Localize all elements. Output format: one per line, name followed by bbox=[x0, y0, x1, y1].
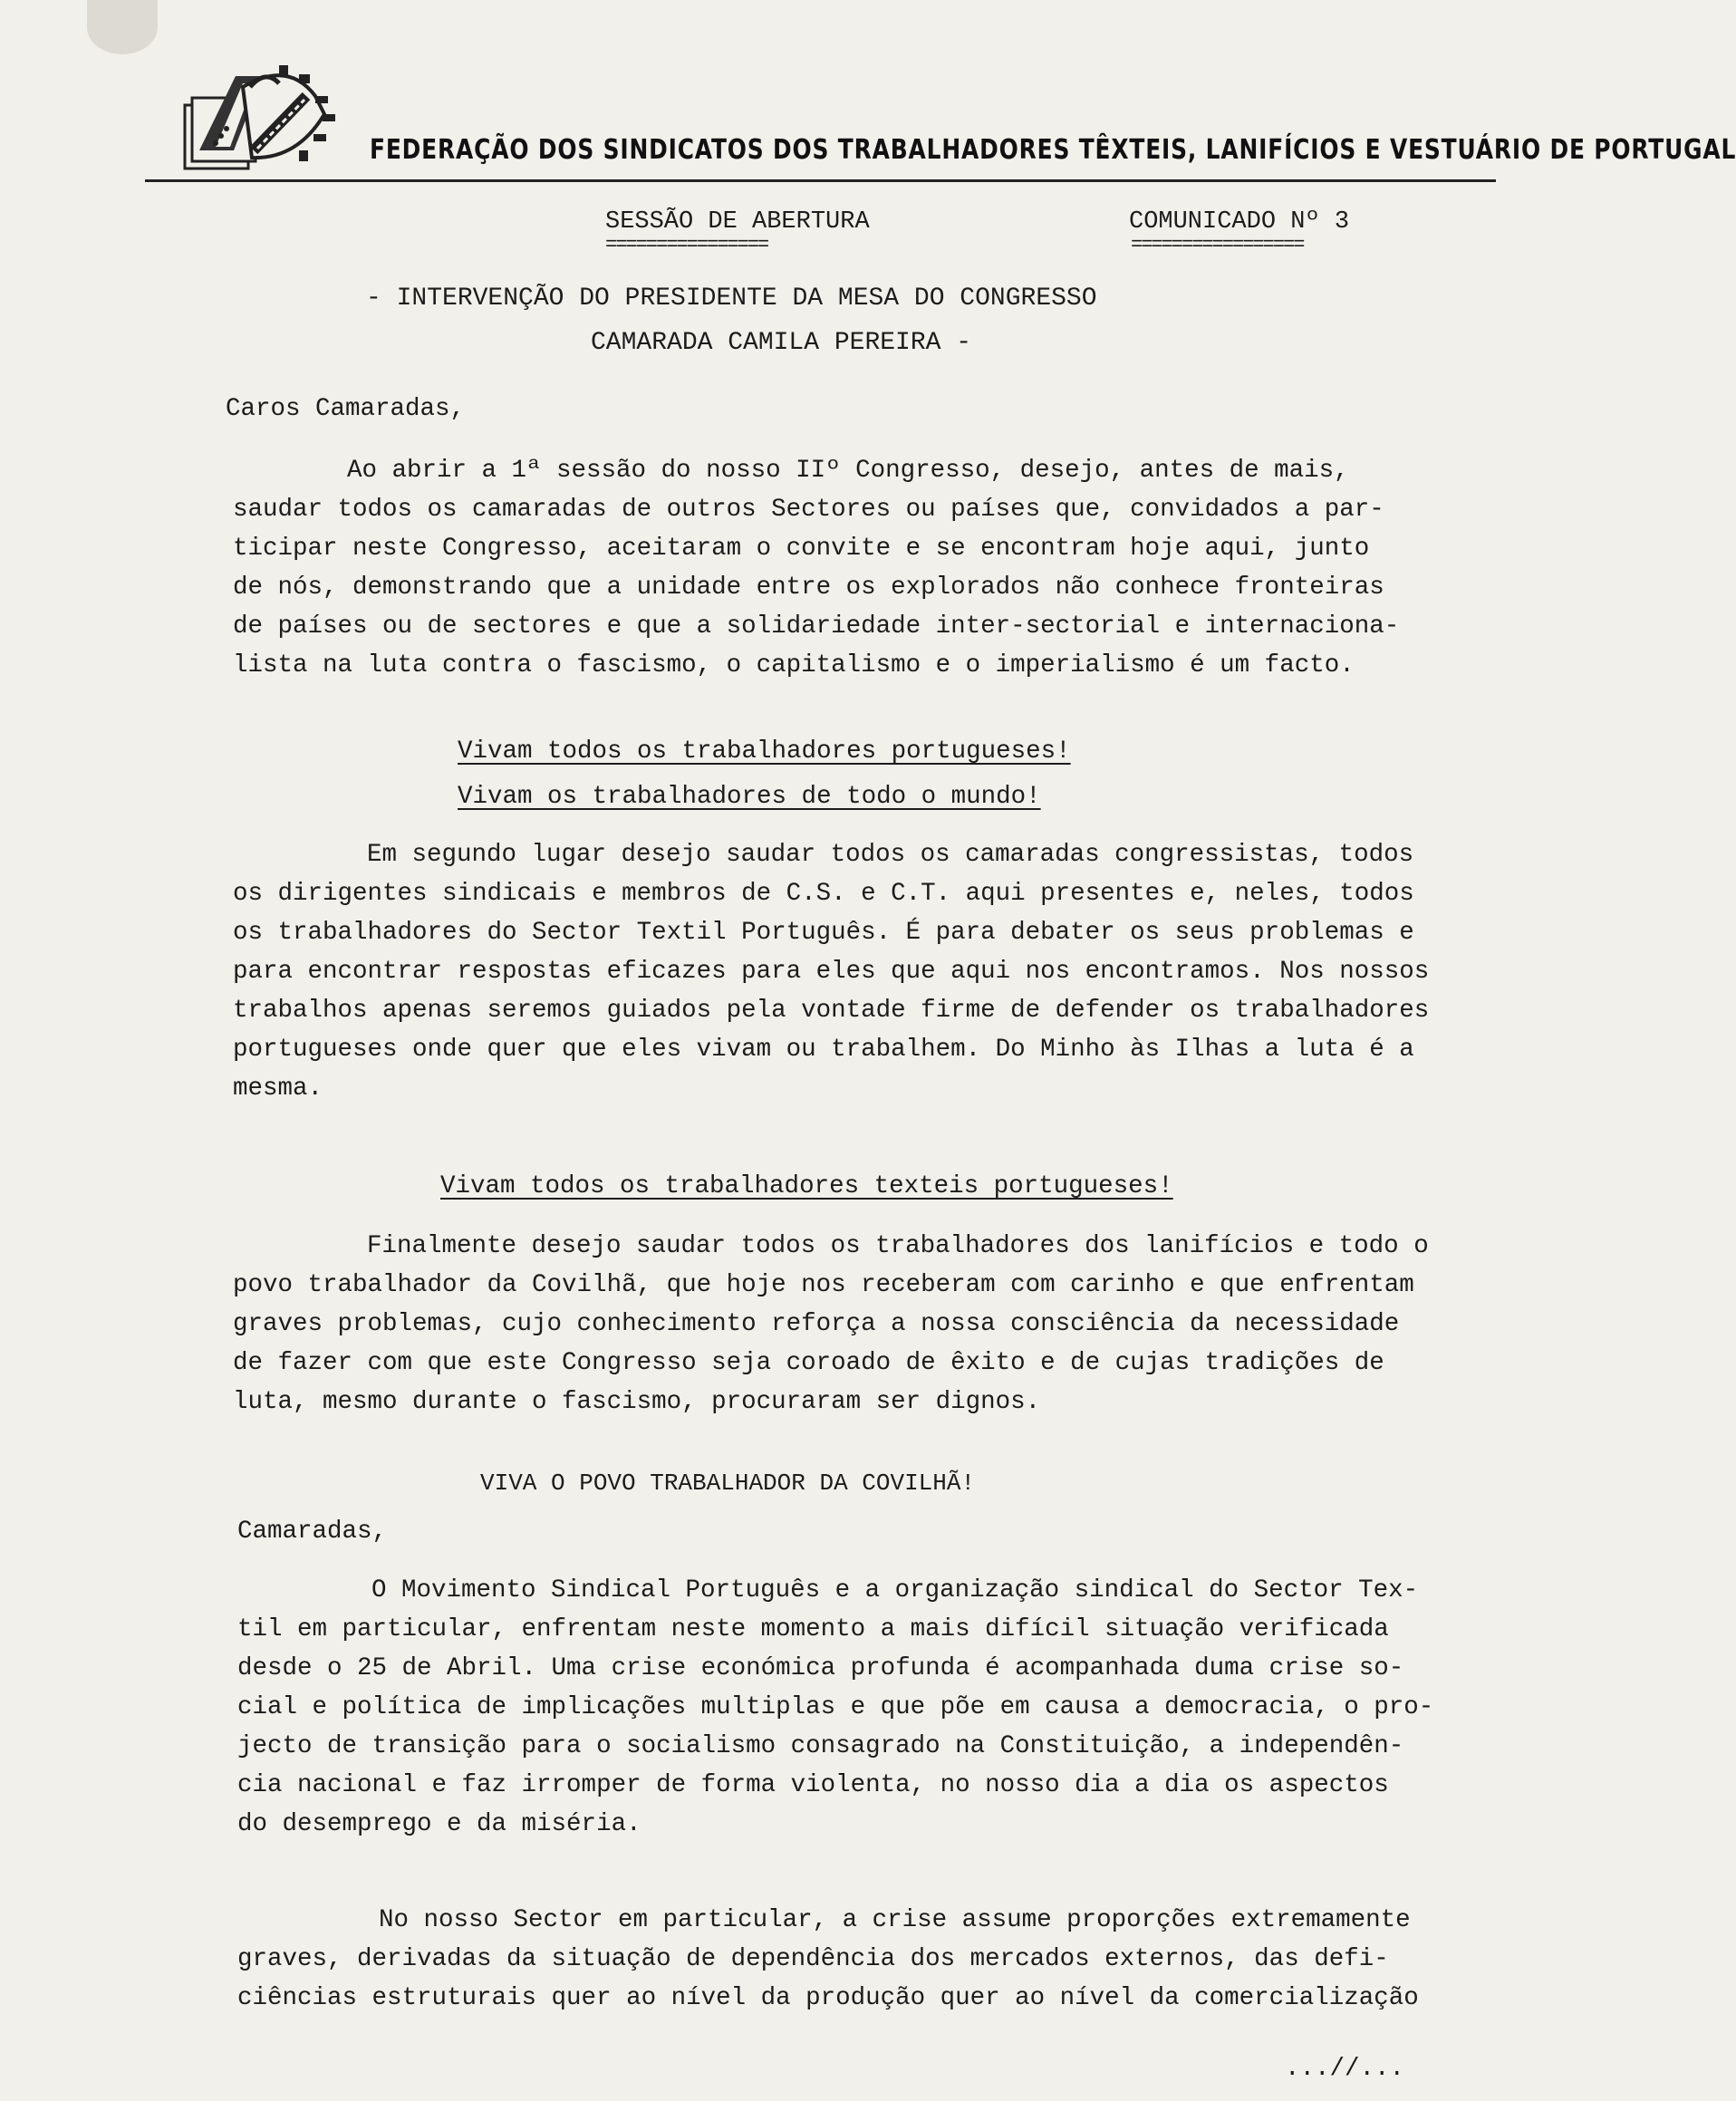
slogan-3: Vivam todos os trabalhadores texteis portugueses! bbox=[440, 1172, 1173, 1200]
session-double-underline: ================ bbox=[605, 234, 768, 256]
slogan-2: Vivam os trabalhadores de todo o mundo! bbox=[458, 783, 1041, 811]
paragraph-4 bbox=[237, 1571, 1451, 1844]
speaker-name: CAMARADA CAMILA PEREIRA - bbox=[591, 329, 972, 357]
paragraph-2-text: Em segundo lugar desejo saudar todos os camaradas congressistas, todos os dirigentes sindicais e membros de C.S. e C.T. aqui presentes e, neles, todos os trabalhadores do Sector Textil Português. É para debater os seus problemas e para encontrar respostas eficazes para eles que aqui nos encontramos. Nos nossos trabalhos apenas seremos guiados pela vontade firme de defender os trabalhadores portugueses onde quer que eles vivam ou trabalhem. Do Minho às Ilhas a luta é a mesma. bbox=[233, 841, 1430, 1103]
organization-name: FEDERAÇÃO DOS SINDICATOS DOS TRABALHADORES TÊXTEIS, LANIFÍCIOS E VESTUÁRIO DE PORTUGAL bbox=[370, 134, 1736, 166]
session-label: SESSÃO DE ABERTURA bbox=[605, 208, 870, 236]
greeting-2: Camaradas, bbox=[237, 1518, 388, 1546]
paragraph-4-text: O Movimento Sindical Português e a organização sindical do Sector Tex- til em particular, enfrentam neste momento a mais difícil situação verificada desde o 25 de Abril. Uma crise económica profunda é acompanhada duma crise so- cial e política de implicações multiplas e que põe em causa a democracia, o pro- jecto de transição para o socialismo consagrado na Constituição, a independên- cia nacional e faz irromper de forma violenta, no nosso dia a dia os aspectos do desemprego e da miséria. bbox=[237, 1576, 1434, 1838]
paragraph-3-text: Finalmente desejo saudar todos os trabalhadores dos lanifícios e todo o povo trabalhador da Covilhã, que hoje nos receberam com carinho e que enfrentam graves problemas, cujo conhecimento reforça a nossa consciência da necessidade de fazer com que este Congresso seja coroado de êxito e de cujas tradições de luta, mesmo durante o fascismo, procuraram ser dignos. bbox=[233, 1232, 1429, 1416]
paragraph-5 bbox=[237, 1901, 1451, 2018]
paragraph-1 bbox=[233, 451, 1447, 685]
paragraph-3 bbox=[233, 1227, 1447, 1422]
greeting: Caros Camaradas, bbox=[226, 395, 466, 423]
paragraph-5-text: No nosso Sector em particular, a crise assume proporções extremamente graves, derivadas da situação de dependência dos mercados externos, das defi- ciências estruturais quer ao nível da produção quer ao nível da comercialização bbox=[237, 1906, 1419, 2012]
federation-logo bbox=[179, 60, 341, 176]
slogan-4: VIVA O POVO TRABALHADOR DA COVILHÃ! bbox=[480, 1470, 976, 1497]
paragraph-1-text: Ao abrir a 1ª sessão do nosso IIº Congresso, desejo, antes de mais, saudar todos os camaradas de outros Sectores ou países que, convidados a par- ticipar neste Congresso, aceitaram o convite e se encontram hoje aqui, junto de nós, demonstrando que a unidade entre os explorados não conhece fronteiras de países ou de sectores e que a solidariedade inter-sectorial e internaciona- lista na luta contra o fascismo, o capitalismo e o imperialismo é um facto. bbox=[233, 457, 1400, 679]
communique-double-underline: ================= bbox=[1131, 234, 1304, 256]
header-rule bbox=[145, 179, 1496, 182]
speech-title: - INTERVENÇÃO DO PRESIDENTE DA MESA DO CONGRESSO bbox=[366, 284, 1097, 313]
paragraph-2 bbox=[233, 835, 1447, 1108]
continuation-mark: ...//... bbox=[1285, 2055, 1405, 2083]
communique-label: COMUNICADO Nº 3 bbox=[1129, 208, 1350, 236]
punch-hole bbox=[87, 0, 158, 54]
slogan-1: Vivam todos os trabalhadores portugueses! bbox=[458, 737, 1071, 766]
